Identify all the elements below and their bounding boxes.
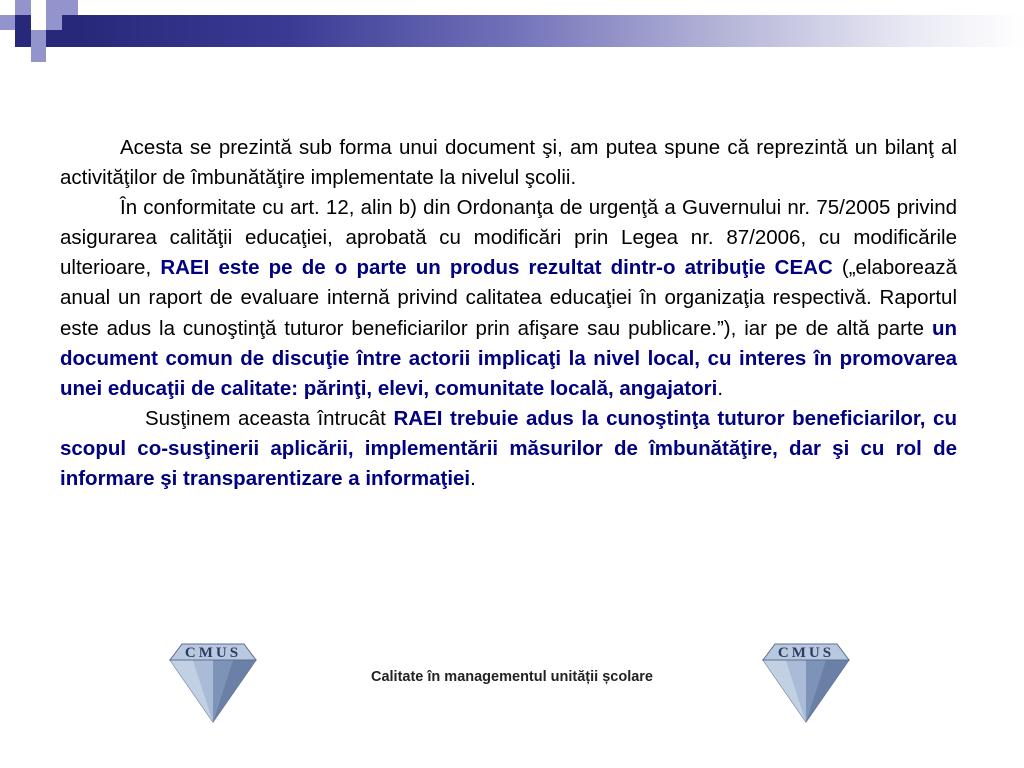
footer-caption: Calitate în managementul unității școlare bbox=[370, 669, 653, 685]
cmus-logo-right bbox=[757, 638, 855, 726]
paragraph-2-bold: un document comun de discuţie între actorii implicaţi la nivel local, cu interes în promovarea unei educaţii de calitate: părinţi, elevi, comunitate locală, angajatori bbox=[60, 316, 957, 400]
paragraph-3-text: Susţinem aceasta întrucât bbox=[145, 406, 394, 430]
paragraph-2 bbox=[60, 193, 957, 404]
paragraph-3-bold: RAEI trebuie adus la cunoştinţa tuturor beneficiarilor, cu scopul co-susţinerii aplicării, implementării măsurilor de îmbunătăţire, dar şi cu rol de informare şi transparentizare a informaţiei bbox=[60, 406, 957, 491]
paragraph-2-text: . bbox=[717, 376, 724, 400]
cmus-logo-left bbox=[164, 638, 262, 726]
paragraph-2-text: („elaborează anual un raport de evaluare internă privind calitatea educaţiei în organizaţia respectivă. Raportul este adus la cunoştinţă tuturor beneficiarilor prin afişare sau publicare.”), iar pe de altă parte bbox=[60, 256, 957, 340]
paragraph-1: Acesta se prezintă sub forma unui document şi, am putea spune că reprezintă un bilanţ al activităţilor de îmbunătăţire implementate la nivelul şcolii. bbox=[60, 136, 957, 190]
paragraph-2-bold: RAEI este pe de o parte un produs rezultat dintr-o atribuţie CEAC bbox=[160, 256, 833, 280]
logo-left-text: CMUS bbox=[184, 645, 242, 661]
header-gradient-bar bbox=[78, 15, 1024, 47]
slide-body bbox=[60, 133, 957, 494]
paragraph-3 bbox=[60, 404, 957, 494]
paragraph-3-text: . bbox=[470, 467, 476, 491]
paragraph-2-text: În conformitate cu art. 12, alin b) din Ordonanţa de urgenţă a Guvernului nr. 75/2005 privind asigurarea calităţii educaţiei, aprobată cu modificări prin Legea nr. 87/2006, cu modificările ulterioare, bbox=[60, 196, 957, 280]
logo-right-text: CMUS bbox=[777, 645, 835, 661]
